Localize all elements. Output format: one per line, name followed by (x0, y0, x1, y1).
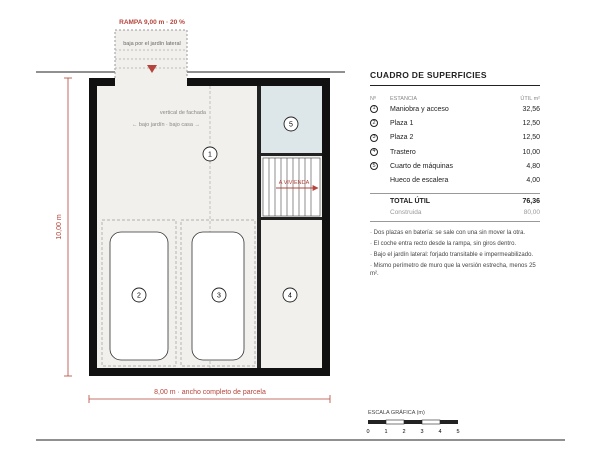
stair-label: A VIVIENDA (278, 180, 310, 186)
stair (263, 158, 320, 216)
ramp (115, 30, 187, 82)
scale-label: ESCALA GRÁFICA (m) (368, 410, 425, 416)
divider (370, 85, 540, 86)
room-number-cell (370, 162, 390, 170)
total-row (370, 198, 540, 205)
room-number-cell (370, 105, 390, 113)
built-label: Construida (390, 208, 422, 216)
room-number-5 (284, 117, 298, 131)
table-header (370, 96, 540, 102)
svg-text:4: 4 (288, 292, 292, 300)
svg-text:5: 5 (289, 121, 293, 129)
table-row (370, 102, 540, 116)
scale-tick-2: 2 (402, 429, 406, 435)
ramp-note: baja por el jardín lateral (123, 41, 181, 47)
scale-tick-1: 1 (384, 429, 388, 435)
scale-tick-3: 3 (420, 429, 424, 435)
table-row (370, 131, 540, 145)
facade-sublabel: ← bajo jardín · bajo casa → (131, 122, 200, 128)
room-number-4 (283, 288, 297, 302)
table-row (370, 159, 540, 173)
svg-text:1: 1 (208, 151, 212, 159)
partition-wall (261, 153, 322, 156)
facade-label: vertical de fachada (159, 110, 206, 116)
room-number-1 (203, 147, 217, 161)
col-header-room: ESTANCIA (390, 96, 418, 102)
note-item: · Dos plazas en batería: se sale con una sin mover la otra. (370, 229, 526, 236)
room-name: Plaza 1 (390, 119, 414, 127)
partition-wall (261, 217, 322, 220)
table-row (370, 145, 540, 159)
scale-tick-5: 5 (456, 429, 460, 435)
room-number-cell (370, 148, 390, 156)
room-number-cell (370, 119, 390, 127)
room-name: Hueco de escalera (390, 177, 449, 185)
room-number-badge: 4 (370, 148, 378, 156)
room-number-2 (132, 288, 146, 302)
room-area: 4,00 (526, 177, 540, 185)
scale-tick-4: 4 (438, 429, 442, 435)
room-name: Plaza 2 (390, 134, 414, 142)
svg-text:3: 3 (217, 292, 221, 300)
table-rows (370, 102, 540, 188)
built-value: 80,00 (523, 208, 540, 216)
table-title: CUADRO DE SUPERFICIES (370, 70, 487, 80)
surface-table-panel (370, 70, 540, 281)
built-row (370, 209, 540, 216)
scale-bar (368, 420, 458, 424)
col-header-area: ÚTIL m² (520, 96, 540, 102)
room-name: Maniobra y acceso (390, 105, 449, 113)
room-number-badge: 1 (370, 105, 378, 113)
room-area: 12,50 (522, 119, 540, 127)
total-label: TOTAL ÚTIL (390, 197, 431, 205)
room-number-3 (212, 288, 226, 302)
table-row (370, 173, 540, 187)
total-value: 76,36 (522, 197, 540, 205)
divider (370, 193, 540, 194)
ramp-title: RAMPA 9,00 m · 20 % (119, 19, 185, 26)
note-item: · El coche entra recto desde la rampa, sin giros dentro. (370, 240, 517, 247)
room-area: 10,00 (522, 148, 540, 156)
room-name: Trastero (390, 148, 416, 156)
room-number-badge: 5 (370, 162, 378, 170)
room-number-badge: 2 (370, 119, 378, 127)
room-number-badge: 3 (370, 134, 378, 142)
note-item: · Bajo el jardín lateral: forjado transitable e impermeabilizado. (370, 251, 534, 258)
room-number-cell (370, 134, 390, 142)
room-area: 32,56 (522, 105, 540, 113)
width-dimension-label: 8,00 m · ancho completo de parcela (154, 389, 266, 396)
notes-list (370, 229, 540, 278)
svg-text:2: 2 (137, 292, 141, 300)
table-row (370, 116, 540, 130)
divider (370, 221, 540, 222)
room-area: 4,80 (526, 162, 540, 170)
room-area: 12,50 (522, 134, 540, 142)
partition-wall (257, 86, 261, 368)
height-dimension-label: 10,00 m (56, 214, 63, 240)
ramp-opening (115, 78, 187, 87)
room-name: Cuarto de máquinas (390, 162, 454, 170)
col-header-number: Nº (370, 96, 376, 102)
scale-tick-0: 0 (366, 429, 370, 435)
note-item: · Mismo perímetro de muro que la versión estrecha, menos 25 m². (370, 262, 536, 277)
